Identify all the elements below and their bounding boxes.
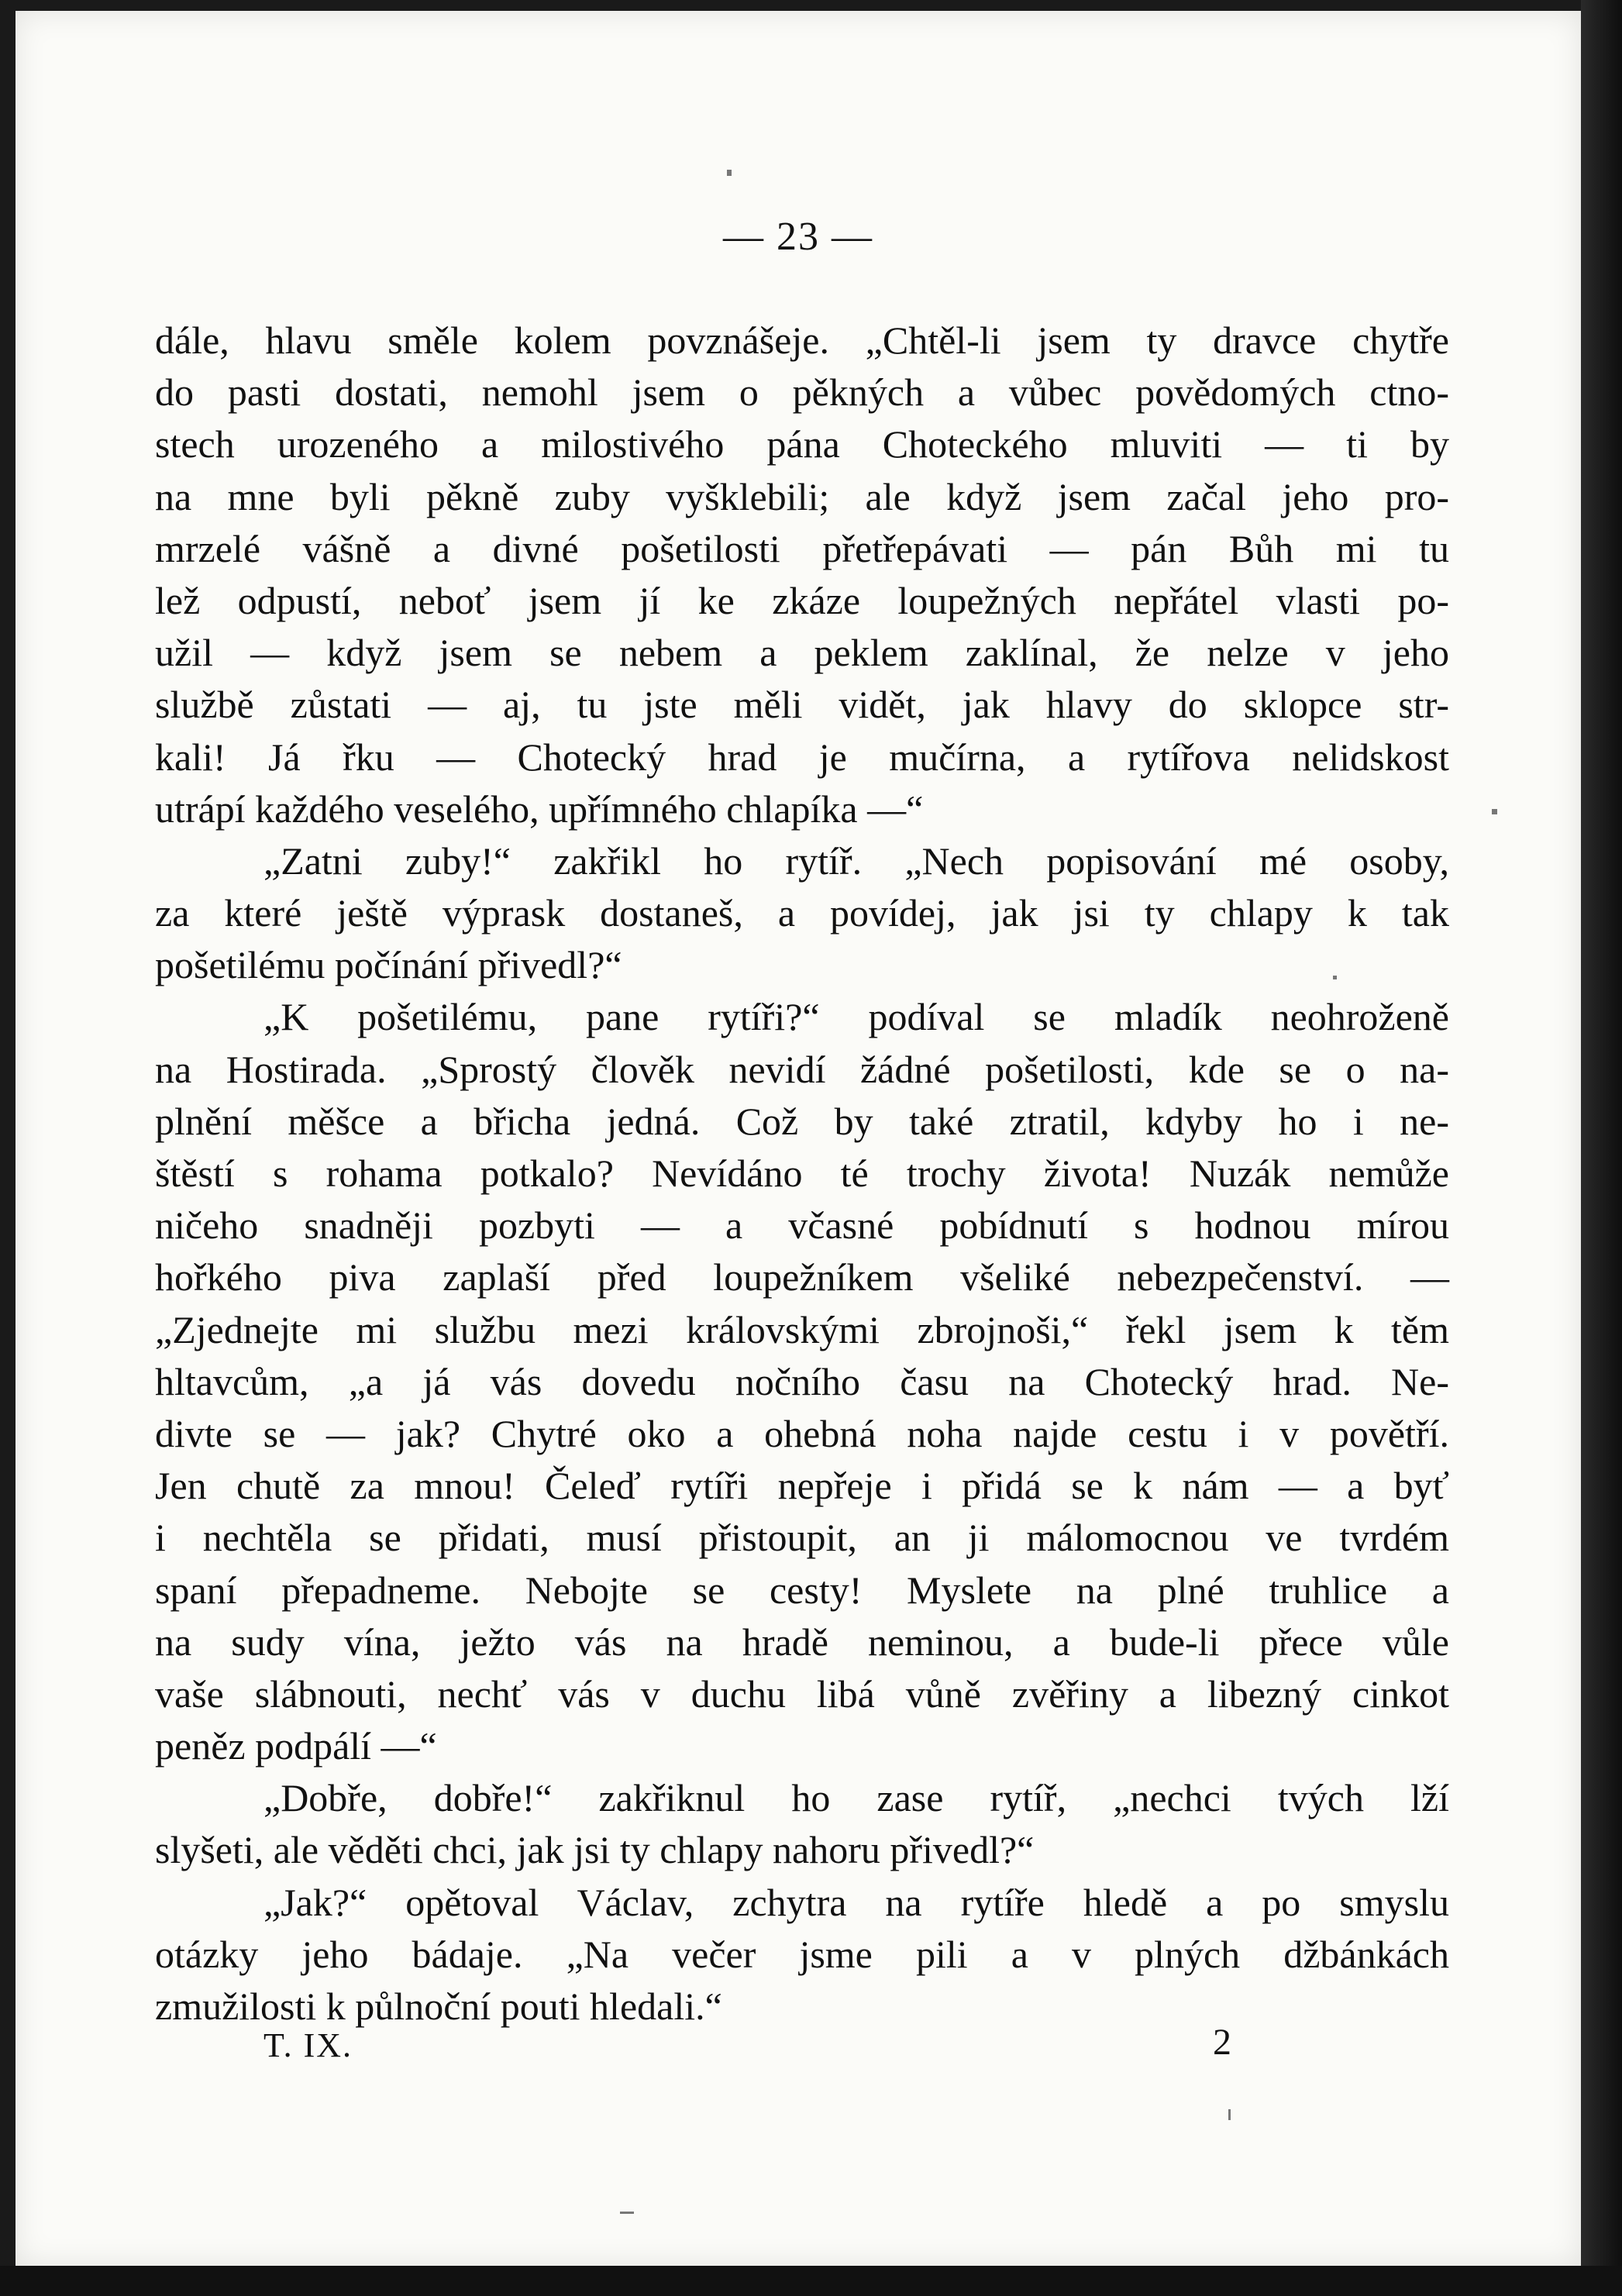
text-line: užil — když jsem se nebem a peklem zaklínal, že nelze v jeho (155, 631, 1449, 675)
text-line: dále, hlavu směle kolem povznášeje. „Chtěl-li jsem ty dravce chytře (155, 318, 1449, 362)
text-line: mrzelé vášně a divné pošetilosti přetřepávati — pán Bůh mi tu (155, 526, 1449, 570)
scan-speck (1492, 809, 1497, 814)
scan-speck (727, 170, 732, 176)
scan-speck (1228, 2109, 1231, 2120)
text-line: do pasti dostati, nemohl jsem o pěkných a vůbec povědomých ctno- (155, 370, 1449, 415)
text-line: „Zjednejte mi službu mezi královskými zbrojnoši,“ řekl jsem k těm (155, 1307, 1449, 1351)
text-line: štěstí s rohama potkalo? Nevídáno té trochy života! Nuzák nemůže (155, 1151, 1449, 1195)
text-line: i nechtěla se přidati, musí přistoupit, an ji málomocnou ve tvrdém (155, 1516, 1449, 1560)
scan-border (0, 2266, 1622, 2296)
text-line: kali! Já řku — Chotecký hrad je mučírna, a rytířova nelidskost (155, 735, 1449, 779)
book-page (15, 11, 1581, 2266)
text-line: slyšeti, ale věděti chci, jak jsi ty chlapy nahoru přivedl?“ (155, 1828, 1035, 1872)
body-text (155, 315, 1449, 2033)
text-line: službě zůstati — aj, tu jste měli vidět, jak hlavy do sklopce str- (155, 683, 1449, 727)
text-line: pošetilému počínání přivedl?“ (155, 943, 622, 987)
text-line: „Dobře, dobře!“ zakřiknul ho zase rytíř, „nechci tvých lží (263, 1776, 1449, 1820)
text-line: hltavcům, „a já vás dovedu nočního času na Chotecký hrad. Ne- (155, 1359, 1449, 1403)
gathering-number: 2 (1213, 2022, 1231, 2063)
text-line: vaše slábnouti, nechť vás v duchu libá vůně zvěřiny a libezný cinkot (155, 1671, 1449, 1716)
text-line: za které ještě výprask dostaneš, a povídej, jak jsi ty chlapy k tak (155, 891, 1449, 935)
text-line: spaní přepadneme. Nebojte se cesty! Myslete na plné truhlice a (155, 1568, 1449, 1612)
text-line: plnění měšce a břicha jedná. Což by také ztratil, kdyby ho i ne- (155, 1099, 1449, 1143)
page-number: — 23 — (723, 215, 873, 259)
text-line: lež odpustí, neboť jsem jí ke zkáze loupežných nepřátel vlasti po- (155, 578, 1449, 622)
text-line: zmužilosti k půlnoční pouti hledali.“ (155, 1984, 722, 2028)
text-line: na sudy vína, ježto vás na hradě neminou, a bude-li přece vůle (155, 1620, 1449, 1664)
text-line: otázky jeho bádaje. „Na večer jsme pili a v plných džbánkách (155, 1932, 1449, 1976)
text-line: ničeho snadněji pozbyti — a včasné pobídnutí s hodnou mírou (155, 1203, 1449, 1248)
text-line: „Zatni zuby!“ zakřikl ho rytíř. „Nech popisování mé osoby, (263, 838, 1449, 883)
scan-border (1581, 0, 1622, 2296)
text-line: divte se — jak? Chytré oko a ohebná noha najde cestu i v povětří. (155, 1411, 1449, 1455)
text-line: hořkého piva zaplaší před loupežníkem všeliké nebezpečenství. — (155, 1255, 1449, 1299)
scan-speck (620, 2212, 634, 2214)
signature-mark: T. IX. (263, 2026, 353, 2064)
scan-speck (1333, 976, 1337, 979)
text-line: stech urozeného a milostivého pána Choteckého mluviti — ti by (155, 422, 1449, 466)
text-line: peněz podpálí —“ (155, 1724, 437, 1768)
text-line: „K pošetilému, pane rytíři?“ podíval se mladík neohroženě (263, 995, 1449, 1039)
text-line: na Hostirada. „Sprostý člověk nevidí žádné pošetilosti, kde se o na- (155, 1047, 1449, 1091)
text-line: „Jak?“ opětoval Václav, zchytra na rytíře hledě a po smyslu (263, 1880, 1449, 1924)
text-line: utrápí každého veselého, upřímného chlapíka —“ (155, 787, 924, 831)
text-line: Jen chutě za mnou! Čeleď rytíři nepřeje i přidá se k nám — a byť (155, 1464, 1449, 1508)
text-line: na mne byli pěkně zuby vyšklebili; ale když jsem začal jeho pro- (155, 474, 1449, 518)
